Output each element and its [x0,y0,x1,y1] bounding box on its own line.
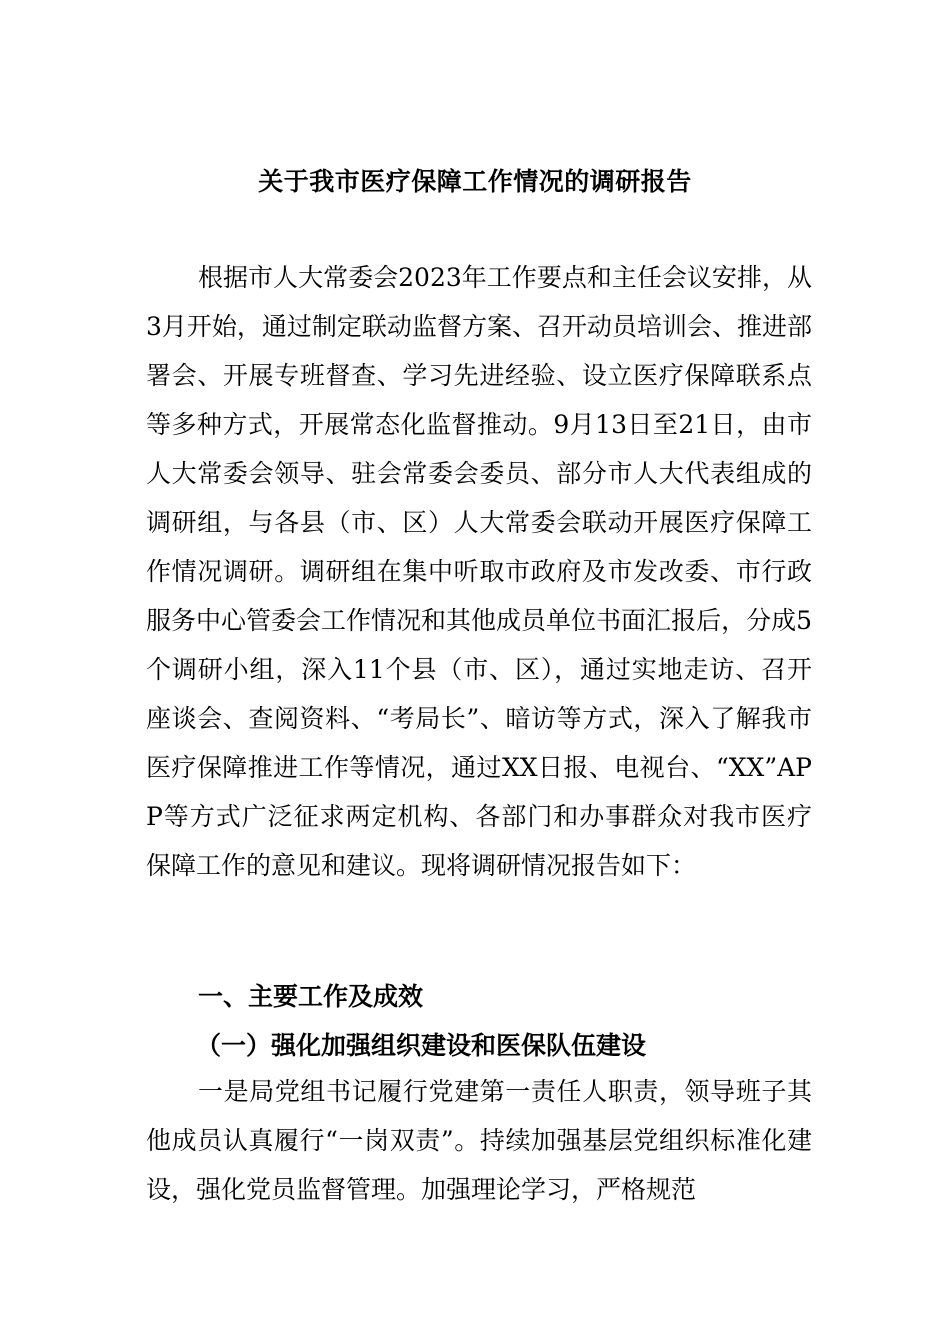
subsection-paragraph: 一是局党组书记履行党建第一责任人职责，领导班子其他成员认真履行“一岗双责”。持续加强基层党组织标准化建设，强化党员监督管理。加强理论学习，严格规范 [146,1077,812,1204]
section-heading: 一、主要工作及成效 [198,982,424,1011]
intro-paragraph: 根据市人大常委会2023年工作要点和主任会议安排，从3月开始，通过制定联动监督方案、召开动员培训会、推进部署会、开展专班督查、学习先进经验、设立医疗保障联系点等多种方式，开展常态化监督推动。9月13日至21日，由市人大常委会领导、驻会常委会委员、部分市人大代表组成的调研组，与各县（市、区）人大常委会联动开展医疗保障工作情况调研。调研组在集中听取市政府及市发改委、市行政服务中心管委会工作情况和其他成员单位书面汇报后，分成5个调研小组，深入11个县（市、区），通过实地走访、召开座谈会、查阅资料、“考局长”、暗访等方式，深入了解我市医疗保障推进工作等情况，通过XX日报、电视台、“XX”APP等方式广泛征求两定机构、各部门和办事群众对我市医疗保障工作的意见和建议。现将调研情况报告如下： [146,263,812,880]
subsection-heading: （一）强化加强组织建设和医保队伍建设 [196,1031,647,1060]
document-title: 关于我市医疗保障工作情况的调研报告 [258,167,692,196]
